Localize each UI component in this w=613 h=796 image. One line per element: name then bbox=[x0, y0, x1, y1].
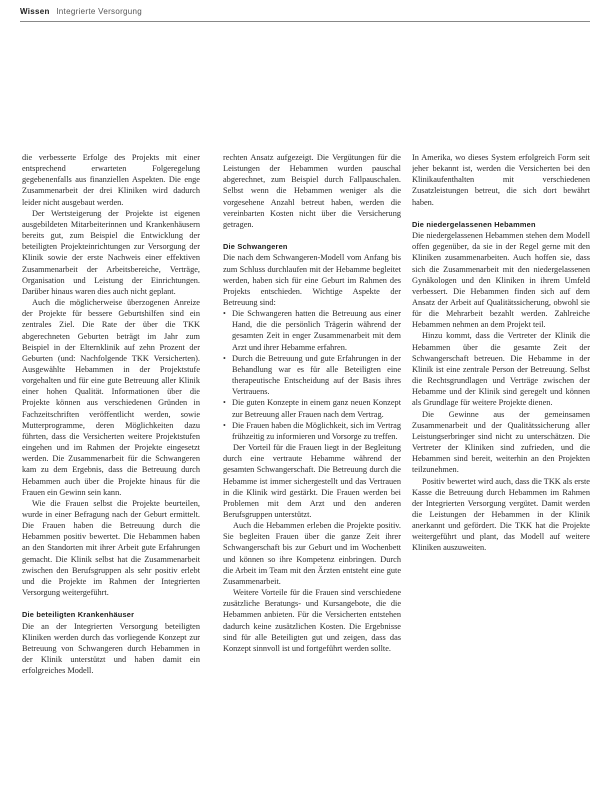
section-label: Wissen bbox=[20, 7, 50, 16]
column-left bbox=[22, 152, 200, 792]
col3-subheading: Die niedergelassenen Hebammen bbox=[412, 219, 536, 229]
col1-paragraph-5: Die an der Integrierten Versorgung beteiligten Kliniken werden durch das vorliegende Konzept zur Betreuung von Schwangeren durch Hebammen in der Klinik unterstützt und haben damit ein erfolgreiches Modell. bbox=[22, 621, 200, 676]
col1-paragraph-3: Auch die möglicherweise überzogenen Anreize der Projekte für bessere Geburtshilfen sind ein zentrales Ziel. Die Rate der über die TKK abgerechneten Geburten beträgt im Jahr zum Beispiel in der Elternklinik auf zehn Prozent der Geburten (und: Nachfolgende TKK Versicherten). Ausgewählte Hebammen in der Projektstufe vorgehalten und für eine gute Betreuung aller Klinik einer hohen Qualität. Informationen über die Projekte können aus verschiedenen Gründen in Fachzeitschriften veröffentlicht werden, sowie Mutterprogramme, deren Möglichkeiten dazu führten, dass die Versicherten weitere Projektstufen eingehen und im Rahmen der Projekte eingesetzt werden. Die Zusammenarbeit für die Schwangeren kam zu dem Ergebnis, dass die Betreuung durch Hebammen auch über die Projekte hinaus für die Frauen ein Gewinn sein kann. bbox=[22, 298, 200, 497]
col2-paragraph-2: Die nach dem Schwangeren-Modell vom Anfang bis zum Schluss durchlaufen mit der Hebamme begleitet werden, haben sich für eine Geburt im Rahmen des Projekts entschieden. Wichtige Aspekte der Betreuung sind: bbox=[223, 253, 401, 308]
column-right bbox=[412, 152, 590, 792]
col3-paragraph-2: Die niedergelassenen Hebammen stehen dem Modell offen gegenüber, da sie in der Regel gerne mit den Kliniken zusammenarbeiten. Auch hoffen sie, dass sich die Zusammenarbeit mit den niedergelassenen Gynäkologen und den Kliniken in ihrem Umfeld verbessert. Die Hebammen finden sich auf dem Ansatz der Arbeit auf Qualitätssicherung, obwohl sie für die Mehrarbeit bezahlt werden. Zahlreiche Hebammen nehmen an dem Projekt teil. bbox=[412, 231, 590, 330]
col1-paragraph-1: die verbesserte Erfolge des Projekts mit einer entsprechend erwarteten Folgeregelung gegebenenfalls aus finanziellen Aspekten. Die enge Zusammenarbeit der drei Kliniken wird dadurch leider nicht ausgebaut werden. bbox=[22, 153, 200, 207]
header-rule bbox=[20, 21, 590, 22]
col2-bullet-item: • Die Schwangeren hatten die Betreuung aus einer Hand, die die persönlich Trägerin während der gesamten Zeit in enger Zusammenarbeit mit dem Arzt und ihrer Hebamme erfahren. bbox=[223, 308, 401, 353]
col2-paragraph-4: Auch die Hebammen erleben die Projekte positiv. Sie begleiten Frauen über die ganze Zeit ihrer Schwangerschaft bis zur Geburt und im Wochenbett und können so ihre Kompetenz einbringen. Durch die Arbeit im Team mit den Ärzten entsteht eine gute Zusammenarbeit. bbox=[223, 521, 401, 586]
col2-paragraph-1: rechten Ansatz aufgezeigt. Die Vergütungen für die Leistungen der Hebammen wurden pauschal abgerechnet, zum Beispiel durch Fallpauschalen. Selbst wenn die Hebammen weniger als die vorgesehene Anzahl betreut haben, werden die vereinbarten Kosten nicht über die Versicherung getragen. bbox=[223, 153, 401, 229]
col2-bullet-item: • Die Frauen haben die Möglichkeit, sich im Vertrag frühzeitig zu informieren und Vorsorge zu treffen. bbox=[223, 420, 401, 442]
col1-subheading: Die beteiligten Krankenhäuser bbox=[22, 610, 135, 620]
col3-paragraph-1: In Amerika, wo dieses System erfolgreich Form seit jeher bekannt ist, werden die Versicherten bei den Klinikaufenthalten mit verschiedenen Zusatzleistungen betreut, die sich dort bewährt haben. bbox=[412, 153, 590, 207]
col2-bullet-item: • Durch die Betreuung und gute Erfahrungen in der Behandlung war es für alle Beteiligten eine therapeutische Entscheidung auf der Basis ihres Vertrauens. bbox=[223, 353, 401, 398]
col3-paragraph-4: Die Gewinne aus der gemeinsamen Zusammenarbeit und der Qualitätssicherung aller Leistungserbringer sind nicht zu unterschätzen. Die Vertreter der Kliniken sind zufrieden, und die Hebammen sind bereit, weiterhin an den Projekten teilzunehmen. bbox=[412, 409, 590, 475]
col3-paragraph-5: Positiv bewertet wird auch, dass die TKK als erste Kasse die Betreuung durch Hebammen im Rahmen der Integrierten Versorgung vergütet. Damit werden die Leistungen der Hebammen in der Klinik anerkannt und gefördert. Die TKK hat die Projekte weitergeführt und plant, das Modell auf weitere Kliniken auszuweiten. bbox=[412, 476, 590, 553]
col2-paragraph-3: Der Vorteil für die Frauen liegt in der Begleitung durch eine vertraute Hebamme während der gesamten Schwangerschaft. Die Betreuung durch die Hebamme ist immer sichergestellt und das Vertrauen in die Klinik wird gestärkt. Die Frauen werden bei Problemen mit dem Arzt und den anderen Berufsgruppen unterstützt. bbox=[223, 443, 401, 519]
col1-paragraph-2: Der Wertsteigerung der Projekte ist eigenen ausgebildeten Mitarbeiterinnen und Krankenhäusern bereits gut, zum Beispiel die Entwicklung der beteiligten Projekteinrichtungen zur Versorgung der Klinik sowie der erste Nachweis einer effektiven Zusammenarbeit der Arbeitsbereiche, Verträge, Organisation und Leistung der Einrichtungen. Darüber hinaus waren dies auch nicht geplant. bbox=[22, 208, 200, 296]
col2-bullet-item: • Die guten Konzepte in einem ganz neuen Konzept zur Betreuung aller Frauen nach dem Vertrag. bbox=[223, 397, 401, 419]
col1-paragraph-4: Wie die Frauen selbst die Projekte beurteilen, wurde in einer Befragung nach der Geburt ermittelt. Die Frauen haben die Betreuung durch die Hebammen positiv bewertet. Die Hebammen haben an den Standorten mit ihrer Arbeit gute Erfahrungen gemacht. Die Klinik selbst hat die Zusammenarbeit zwischen den Berufsgruppen als sehr positiv erlebt und die Projekte im Rahmen der Integrierten Versorgung weitergeführt. bbox=[22, 498, 200, 598]
col2-subheading: Die Schwangeren bbox=[223, 242, 288, 252]
col2-bullet-list bbox=[223, 308, 401, 442]
col3-paragraph-3: Hinzu kommt, dass die Vertreter der Klinik die Hebammen über die gesamte Zeit der Schwangerschaft betreuen. Die Hebamme in der Klinik ist eine zentrale Person der Betreuung. Selbst die Rechtsgrundlagen und Verträge zwischen der Hebamme und der Klinik sind geregelt und können als Grundlage für weitere Projekte dienen. bbox=[412, 331, 590, 408]
running-head bbox=[20, 7, 590, 21]
topic-label: Integrierte Versorgung bbox=[56, 7, 143, 16]
col2-paragraph-5: Weitere Vorteile für die Frauen sind verschiedene zusätzliche Beratungs- und Kursangebote, die die Hebammen anbieten. Für die Versicherten entstehen dadurch keine zusätzlichen Kosten. Die Ergebnisse sind für alle Beteiligten gut und zeigen, dass das Konzept sinnvoll ist und fortgeführt werden sollte. bbox=[223, 588, 401, 653]
column-middle bbox=[223, 152, 401, 792]
